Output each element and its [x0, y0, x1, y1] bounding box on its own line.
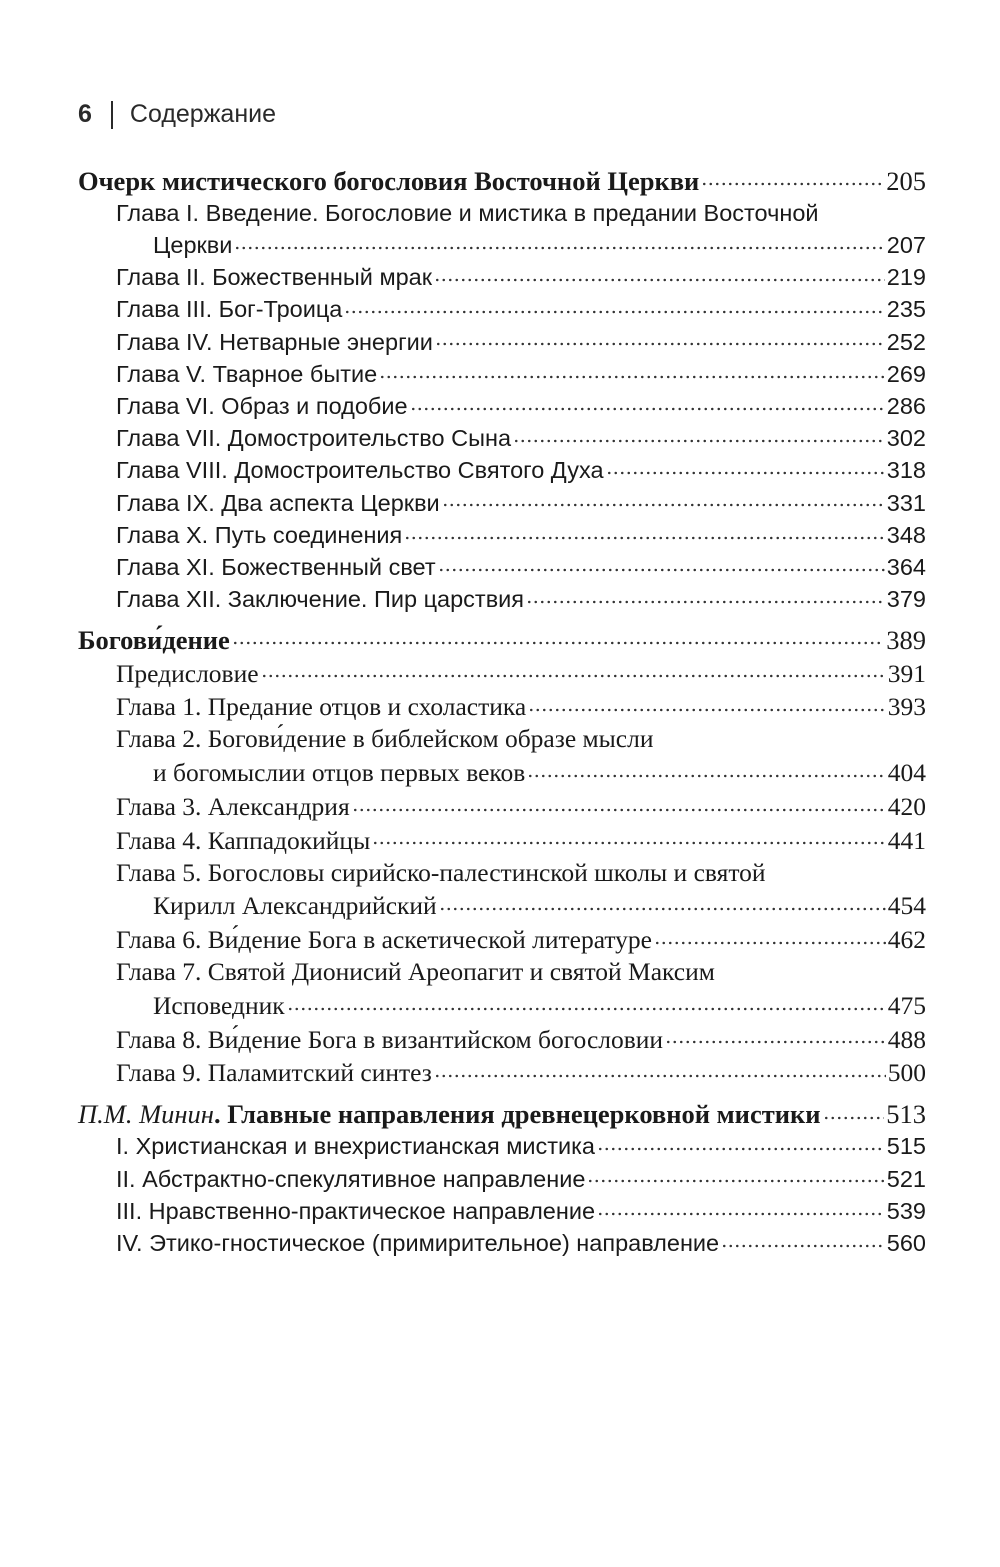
page-ref: 389	[886, 624, 926, 655]
section-title: Главные направления древнецерковной мистики	[227, 1099, 821, 1130]
page-ref: 318	[886, 457, 926, 484]
dot-leader	[234, 229, 884, 253]
page-ref: 462	[887, 925, 926, 955]
entry-title: Кирилл Александрийский	[153, 891, 437, 921]
entry-title: Глава 9. Паламитский синтез	[116, 1058, 432, 1088]
entry-title: Глава III. Бог-Троица	[116, 296, 343, 323]
toc-entry[interactable]	[78, 390, 926, 422]
toc-entry[interactable]	[78, 487, 926, 519]
entry-title: Предисловие	[116, 658, 259, 688]
dot-leader	[287, 989, 886, 1015]
dot-leader	[261, 656, 886, 682]
section-title: Богови́дение	[78, 624, 230, 655]
running-title: Содержание	[129, 100, 277, 128]
toc-entry[interactable]	[78, 1022, 926, 1056]
toc-entry[interactable]	[78, 293, 926, 325]
page-ref: 500	[887, 1058, 926, 1088]
page-ref: 379	[886, 586, 926, 613]
page-ref: 420	[887, 791, 926, 821]
running-head	[78, 100, 276, 129]
entry-title: III. Нравственно-практическое направление	[116, 1197, 596, 1224]
entry-title: Глава 1. Предание отцов и схоластика	[116, 692, 527, 722]
dot-leader	[434, 262, 885, 286]
toc-section-essay	[78, 163, 926, 615]
dot-leader	[528, 690, 886, 716]
section-author: П.М. Минин	[78, 1099, 214, 1130]
toc-entry[interactable]	[78, 1056, 926, 1090]
toc-entry[interactable]	[78, 823, 926, 857]
toc-entry[interactable]	[78, 261, 926, 293]
toc-entry[interactable]	[78, 583, 926, 615]
page-ref: 269	[886, 360, 926, 387]
dot-leader	[438, 551, 885, 575]
page-ref: 364	[886, 553, 926, 580]
toc-entry[interactable]	[78, 197, 926, 261]
page-ref: 539	[886, 1197, 926, 1224]
entry-title: Глава IX. Два аспекта Церкви	[116, 489, 440, 516]
toc-entry[interactable]	[78, 326, 926, 358]
page-ref: 521	[886, 1165, 926, 1192]
toc-section-minin	[78, 1097, 926, 1260]
entry-title: IV. Этико-гностическое (примирительное) направление	[116, 1230, 720, 1256]
dot-leader	[344, 294, 884, 318]
entry-title: Глава II. Божественный мрак	[116, 264, 433, 291]
entry-title: Глава VI. Образ и подобие	[116, 392, 408, 419]
toc-entry[interactable]	[78, 1195, 926, 1227]
dot-leader	[597, 1195, 885, 1219]
dot-leader	[823, 1097, 885, 1124]
toc-entry[interactable]	[78, 956, 926, 1022]
toc-entry[interactable]	[78, 551, 926, 583]
page-ref: 219	[886, 264, 926, 291]
entry-title: и богомыслии отцов первых веков	[153, 758, 526, 788]
page-ref: 441	[887, 825, 926, 855]
toc-entry[interactable]	[78, 857, 926, 923]
toc-entry[interactable]	[78, 690, 926, 724]
toc-entry[interactable]	[78, 358, 926, 390]
dot-leader	[654, 923, 886, 949]
toc-entry[interactable]	[78, 1130, 926, 1162]
dot-leader	[527, 756, 885, 782]
entry-title: Глава 3. Александрия	[116, 791, 350, 821]
toc-entry[interactable]	[78, 789, 926, 823]
dot-leader	[665, 1022, 886, 1048]
dot-leader	[587, 1163, 884, 1187]
page-ref: 488	[887, 1024, 926, 1054]
page-ref: 252	[886, 328, 926, 355]
dot-leader	[404, 519, 885, 543]
page-ref: 515	[886, 1133, 926, 1160]
page-ref: 391	[887, 658, 926, 688]
toc-section-vision-of-god	[78, 622, 926, 1089]
toc-entry[interactable]	[78, 422, 926, 454]
toc-section-heading[interactable]: П.М. Минин. Главные направления древнецерковной мистики 513	[78, 1097, 926, 1131]
dot-leader	[526, 584, 885, 608]
table-of-contents	[78, 163, 926, 1259]
entry-title: II. Абстрактно-спекулятивное направление	[116, 1165, 586, 1192]
page-ref: 348	[886, 521, 926, 548]
entry-title: Глава V. Тварное бытие	[116, 360, 378, 387]
page-ref: 331	[886, 489, 926, 516]
dot-leader	[232, 622, 884, 649]
toc-entry[interactable]	[78, 723, 926, 789]
page-ref: 286	[886, 392, 926, 419]
dot-leader	[410, 390, 885, 414]
entry-title: Глава IV. Нетварные энергии	[116, 328, 433, 355]
entry-title-first-line: Глава I. Введение. Богословие и мистика в предании Восточной	[116, 199, 819, 226]
toc-entry[interactable]	[78, 923, 926, 957]
entry-title: I. Христианская и внехристианская мистика	[116, 1133, 595, 1160]
page-ref: 302	[886, 425, 926, 452]
dot-leader	[721, 1228, 885, 1252]
entry-title: Глава 6. Ви́дение Бога в аскетической литературе	[116, 925, 652, 955]
entry-title: Глава XI. Божественный свет	[116, 553, 436, 580]
entry-title: Глава X. Путь соединения	[116, 521, 403, 548]
dot-leader	[439, 889, 886, 915]
toc-entry[interactable]	[78, 656, 926, 690]
entry-title: Глава VIII. Домостроительство Святого Духа	[116, 457, 604, 484]
dot-leader	[513, 423, 885, 447]
entry-title: Глава 8. Ви́дение Бога в византийском богословии	[116, 1024, 664, 1054]
entry-title-first-line: Глава 7. Святой Дионисий Ареопагит и святой Максим	[116, 957, 715, 987]
entry-title-first-line: Глава 5. Богословы сирийско-палестинской школы и святой	[116, 857, 766, 887]
page-ref: 560	[886, 1230, 926, 1256]
dot-leader	[442, 487, 885, 511]
page-number: 6	[78, 100, 92, 128]
toc-entry[interactable]	[78, 1163, 926, 1195]
toc-entry[interactable]	[78, 454, 926, 486]
page-ref: 513	[886, 1099, 926, 1130]
page-ref: 393	[887, 692, 926, 722]
dot-leader	[435, 326, 885, 350]
dot-leader	[352, 789, 886, 815]
entry-title: Церкви	[153, 231, 233, 258]
dot-leader	[379, 358, 885, 382]
header-divider	[111, 101, 113, 129]
dot-leader	[372, 823, 886, 849]
entry-title: Глава 4. Каппадокийцы	[116, 825, 371, 855]
dot-leader	[701, 163, 884, 190]
page-ref: 205	[886, 165, 926, 196]
dot-leader	[434, 1056, 886, 1082]
toc-entry[interactable]	[78, 1227, 926, 1259]
entry-title: Исповедник	[153, 991, 285, 1021]
dot-leader	[597, 1131, 885, 1155]
entry-title: Глава VII. Домостроительство Сына	[116, 425, 512, 452]
page-ref: 454	[887, 891, 926, 921]
entry-title: Глава XII. Заключение. Пир царствия	[116, 586, 525, 613]
toc-section-heading[interactable]	[78, 163, 926, 197]
toc-entry[interactable]	[78, 519, 926, 551]
page-ref: 475	[887, 991, 926, 1021]
section-title: Очерк мистического богословия Восточной Церкви	[78, 165, 700, 196]
entry-title-first-line: Глава 2. Богови́дение в библейском образе мысли	[116, 724, 654, 754]
page-ref: 235	[886, 296, 926, 323]
dot-leader	[606, 455, 885, 479]
page-ref: 207	[886, 231, 926, 258]
page-ref: 404	[887, 758, 926, 788]
toc-section-heading[interactable]	[78, 622, 926, 656]
